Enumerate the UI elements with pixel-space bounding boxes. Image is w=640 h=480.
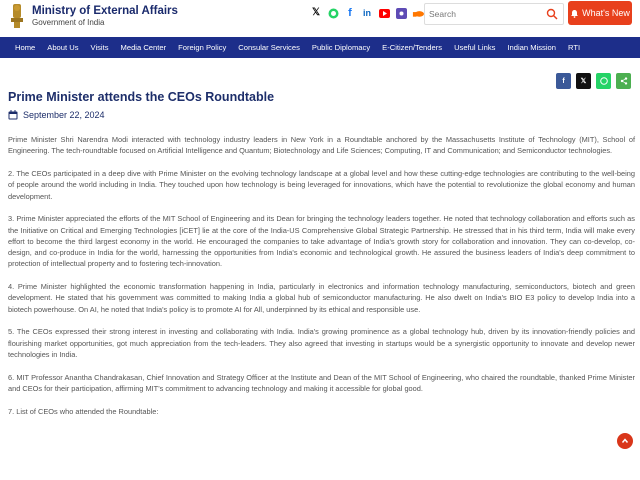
org-subtitle: Government of India	[32, 18, 105, 27]
facebook-share-icon[interactable]: f	[556, 73, 571, 89]
article-paragraph: 7. List of CEOs who attended the Roundtable:	[8, 406, 159, 416]
chevron-up-icon	[621, 437, 629, 445]
nav-item-media-center[interactable]: Media Center	[120, 43, 167, 52]
article-paragraph: 4. Prime Minister highlighted the economic transformation happening in India, particularly in electronics and information technology manufacturing, semiconductors, biotech and green development. He stated that his government was committed to making India a global hub of semiconductor manufacturing. He also dwelt on India's BIO E3 policy to develop India into a biotech powerhouse. On AI, he noted that India's policy is to promote AI for All, underpinned by its ethical and responsible use.	[8, 282, 635, 314]
scroll-to-top-button[interactable]	[617, 433, 633, 449]
share-buttons	[556, 73, 631, 89]
nav-item-public-diplomacy[interactable]: Public Diplomacy	[311, 43, 371, 52]
article-date: September 22, 2024	[23, 110, 105, 120]
x-icon[interactable]: 𝕏	[311, 7, 321, 18]
youtube-icon[interactable]	[378, 7, 390, 19]
nav-item-consular-services[interactable]: Consular Services	[238, 43, 300, 52]
koo-icon[interactable]	[395, 7, 407, 19]
whats-new-label: What's New	[582, 8, 630, 18]
nav-item-about-us[interactable]: About Us	[47, 43, 79, 52]
article-date-row	[8, 110, 105, 120]
nav-item-foreign-policy[interactable]: Foreign Policy	[178, 43, 227, 52]
article-paragraph: 3. Prime Minister appreciated the efforts of the MIT School of Engineering and its Dean for bringing the technology leaders together. He noted that technology collaboration and efforts such as the Initiative on Critical and Emerging Technologies [iCET] lie at the core of the India-US Comprehensive Global Strategic Partnership. He stressed that in his third term, India will make every effort to become the third largest economy in the world. He encouraged the companies to take advantage of India's growth story for collaboration and innovation. They can co-develop, co-design, and co-produce in India for the world, harnessing the opportunities from India's economic and technological growth. He assured the business leaders of India's deep commitment to protection of intellectual property and to fostering tech-innovation.	[8, 214, 635, 269]
nav-item-e-citizen-tenders[interactable]: E-Citizen/Tenders	[382, 43, 443, 52]
article-paragraph: 6. MIT Professor Anantha Chandrakasan, Chief Innovation and Strategy Officer at the Institute and Dean of the MIT School of Engineering, who chaired the roundtable, thanked Prime Minister and CEOs for their participation, affirming MIT's commitment to advancing technology and making it accessible for global good.	[8, 372, 635, 393]
national-emblem-icon[interactable]	[8, 2, 26, 30]
search-box	[424, 3, 564, 25]
nav-item-useful-links[interactable]: Useful Links	[454, 43, 496, 52]
calendar-icon	[8, 110, 18, 120]
page-title: Prime Minister attends the CEOs Roundtable	[8, 90, 275, 104]
article-body	[8, 134, 635, 428]
org-name[interactable]: Ministry of External Affairs	[32, 5, 178, 17]
article-paragraph: Prime Minister Shri Narendra Modi interacted with technology industry leaders in New York in a Roundtable anchored by the Massachusetts Institute of Technology (MIT), School of Engineering. The tech-roundtable focused on Artificial Intelligence and Quantum; Biotechnology and Life Sciences; Computing, IT and Communication; and Semiconductor technologies.	[8, 135, 635, 156]
site-header	[0, 0, 640, 34]
main-nav	[0, 37, 640, 58]
nav-item-rti[interactable]: RTI	[567, 43, 581, 52]
whatsapp-share-icon[interactable]	[596, 73, 611, 89]
soundcloud-icon[interactable]	[412, 7, 424, 19]
article-paragraph: 5. The CEOs expressed their strong interest in investing and collaborating with India. India's growing prominence as a global technology hub, driven by its innovation-friendly policies and flourishing market opportunities, got much appreciation from the tech-leaders. They also agreed that investing in startups would be a synergistic opportunity to innovate and develop newer technologies in India.	[8, 327, 635, 360]
x-share-icon[interactable]: 𝕏	[576, 73, 591, 89]
article-paragraph: 2. The CEOs participated in a deep dive with Prime Minister on the evolving technology landscape at a global level and how these cutting-edge technologies are contributing to the well-being of people around the world including in India. They touched upon how technology is being leveraged for innovations, which have the potential to revolutionize the global economy and human development.	[8, 168, 635, 201]
social-links	[310, 7, 441, 19]
nav-item-visits[interactable]: Visits	[90, 43, 109, 52]
whatsapp-icon[interactable]	[327, 7, 339, 19]
whats-new-button[interactable]	[568, 1, 632, 25]
nav-item-indian-mission[interactable]: Indian Mission	[507, 43, 556, 52]
search-icon[interactable]	[546, 8, 558, 20]
facebook-icon[interactable]: f	[348, 6, 352, 19]
bell-icon	[570, 9, 579, 18]
search-input[interactable]	[429, 6, 539, 22]
nav-item-home[interactable]: Home	[15, 43, 36, 52]
share-icon[interactable]	[616, 73, 631, 89]
linkedin-icon[interactable]: in	[363, 7, 371, 18]
